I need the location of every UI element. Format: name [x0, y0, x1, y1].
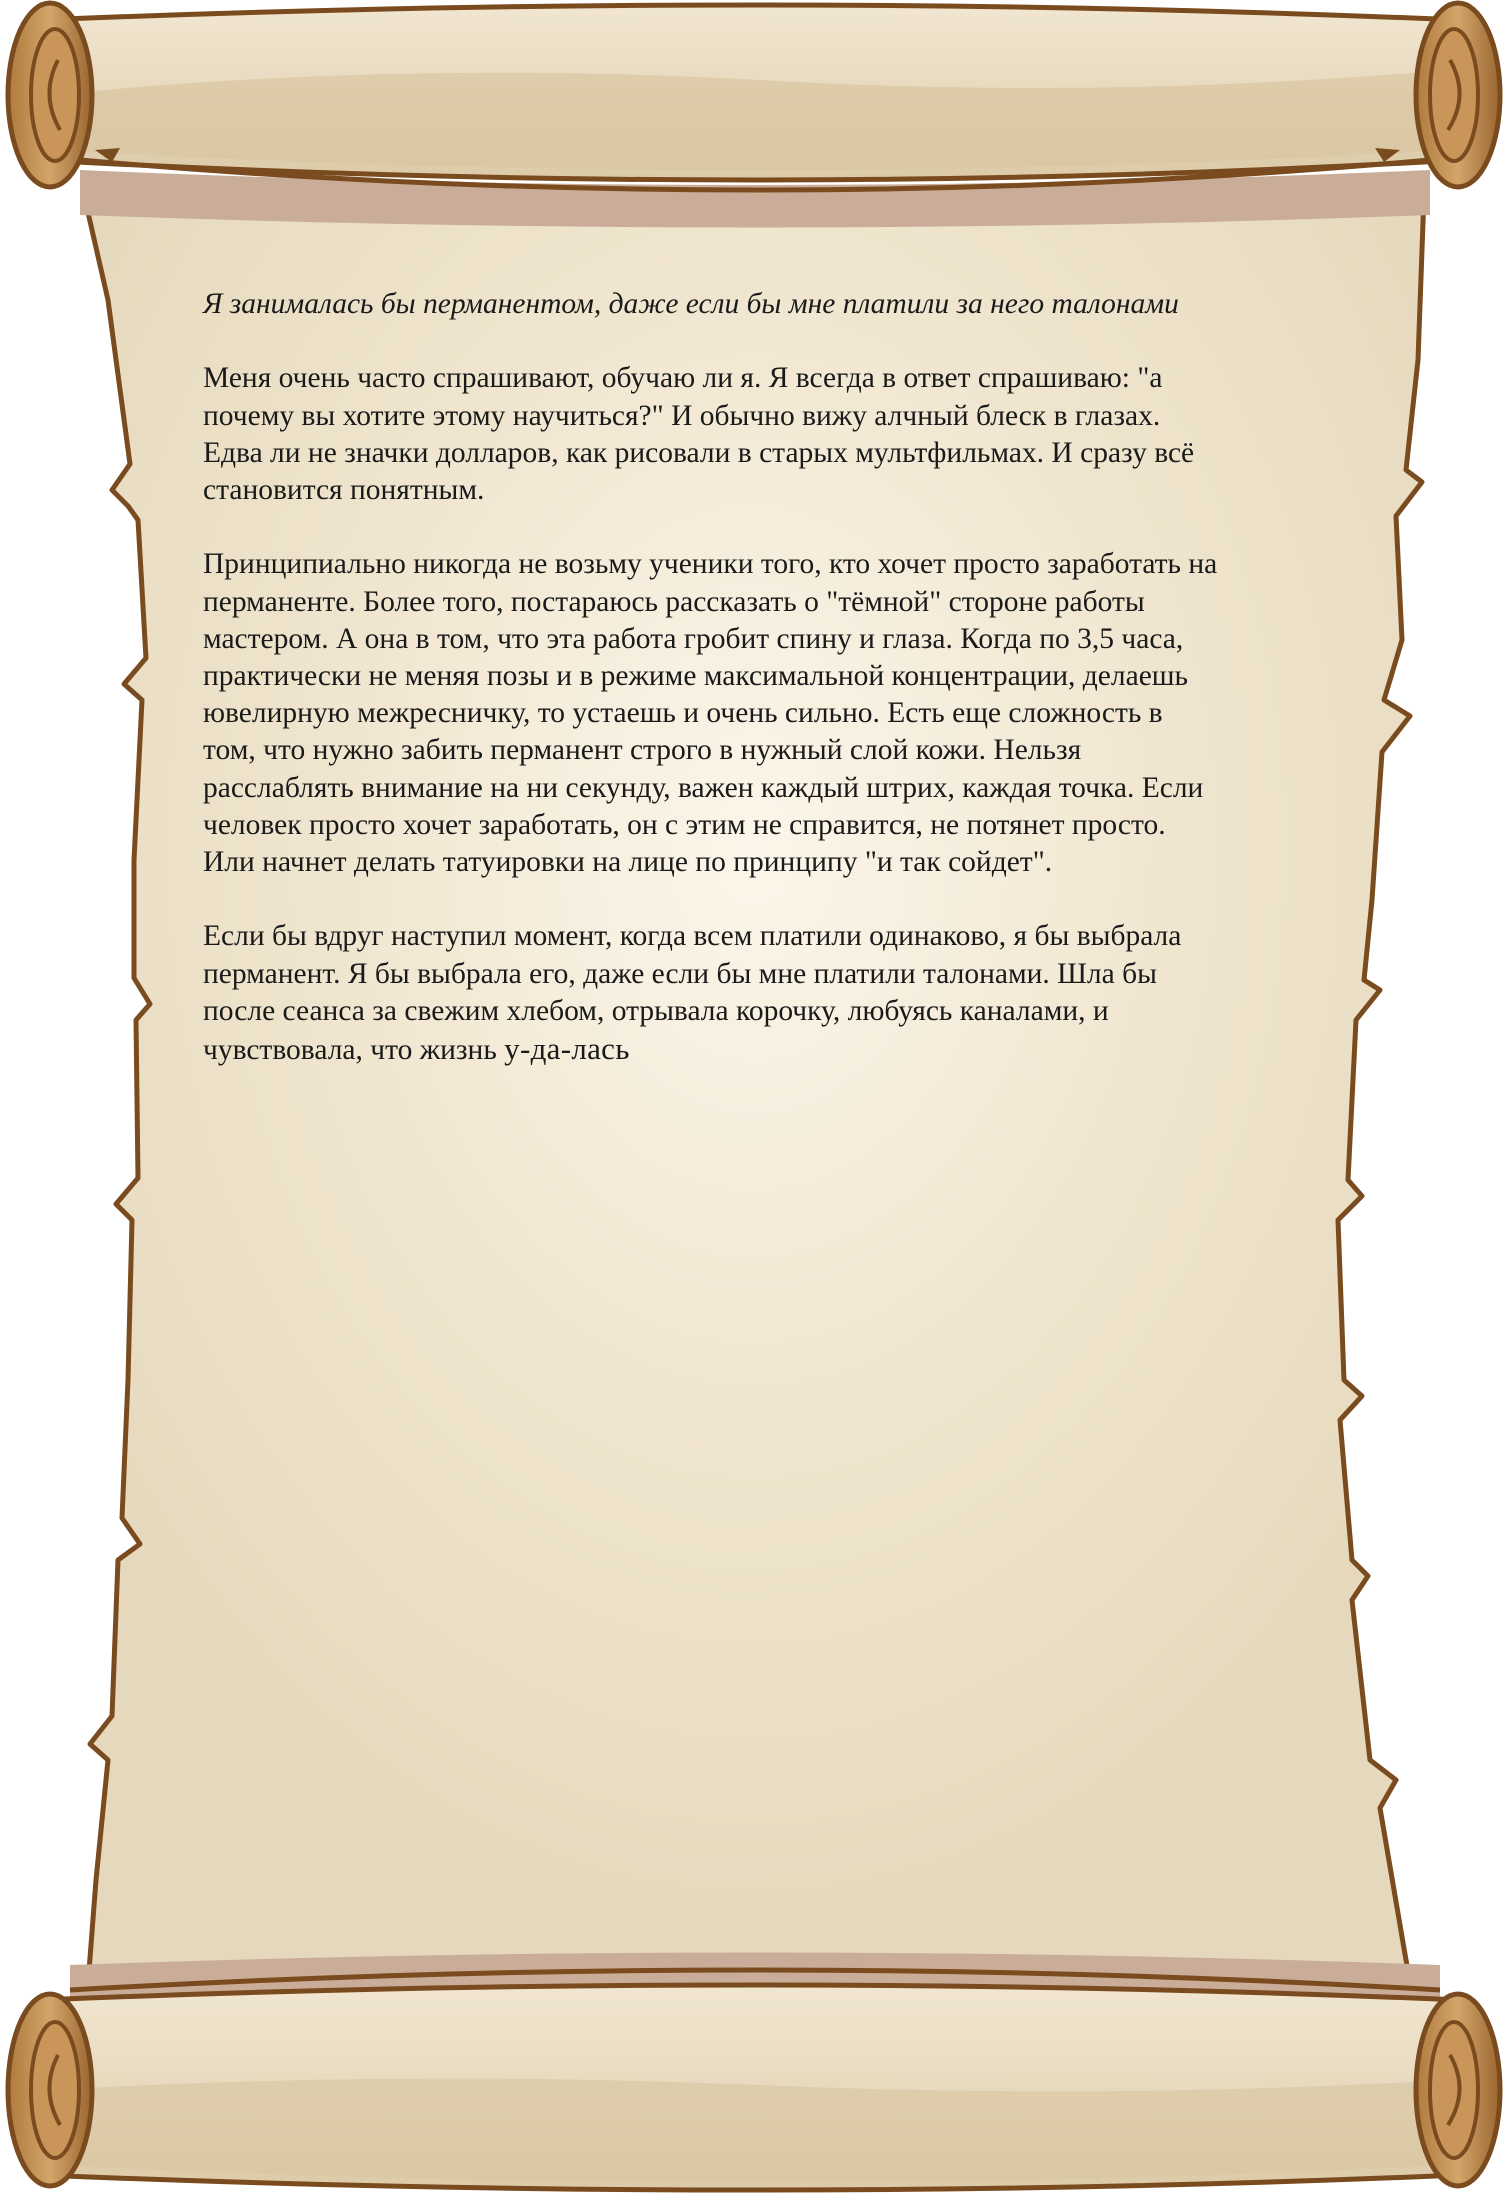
- paragraph-2-line: ювелирную межресничку, то устаешь и очень сильно. Есть еще сложность в: [203, 697, 1163, 730]
- paragraph-2-line: перманенте. Более того, постараюсь рассказать о "тёмной" стороне работы: [203, 585, 1145, 618]
- paragraph-2-line: человек просто хочет заработать, он с этим не справится, не потянет просто.: [203, 808, 1166, 841]
- paragraph-2-line: Или начнет делать татуировки на лице по принципу "и так сойдет".: [203, 846, 1053, 879]
- paragraph-3: [203, 918, 1363, 1069]
- paragraph-3-last-line: [203, 1030, 1363, 1069]
- paragraph-3-line: Если бы вдруг наступил момент, когда всем платили одинаково, я бы выбрала: [203, 920, 1182, 953]
- paragraph-3-last-word: у-да-лась: [504, 1031, 630, 1067]
- document-title: [203, 286, 1363, 323]
- paragraph-3-last-prefix: чувствовала, что жизнь: [203, 1034, 505, 1067]
- top-roll: [8, 3, 1500, 228]
- paragraph-3-line: перманент. Я бы выбрала его, даже если бы мне платили талонами. Шла бы: [203, 957, 1157, 990]
- paragraph-1-line: Едва ли не значки долларов, как рисовали в старых мультфильмах. И сразу всё: [203, 436, 1195, 469]
- paragraph-2: [203, 546, 1363, 881]
- paragraph-1: [203, 360, 1363, 509]
- paragraph-2-line: расслаблять внимание на ни секунду, важен каждый штрих, каждая точка. Если: [203, 771, 1204, 804]
- paragraph-2-line: мастером. А она в том, что эта работа гробит спину и глаза. Когда по 3,5 часа,: [203, 622, 1184, 655]
- title-text: Я занималась бы перманентом, даже если бы мне платили за него талонами: [203, 288, 1179, 320]
- paragraph-1-line: Меня очень часто спрашивают, обучаю ли я. Я всегда в ответ спрашиваю: "а: [203, 362, 1163, 395]
- paragraph-1-line: становится понятным.: [203, 474, 485, 506]
- paragraph-2-line: практически не меняя позы и в режиме максимальной концентрации, делаешь: [203, 660, 1188, 692]
- paragraph-1-line: почему вы хотите этому научиться?" И обычно вижу алчный блеск в глазах.: [203, 399, 1161, 432]
- paragraph-2-line: Принципиально никогда не возьму ученики того, кто хочет просто заработать на: [203, 548, 1218, 581]
- scroll-text: [203, 286, 1363, 1106]
- paragraph-3-line: после сеанса за свежим хлебом, отрывала корочку, любуясь каналами, и: [203, 994, 1109, 1027]
- bottom-roll: [8, 1953, 1500, 2191]
- paragraph-2-line: том, что нужно забить перманент строго в нужный слой кожи. Нельзя: [203, 734, 1082, 767]
